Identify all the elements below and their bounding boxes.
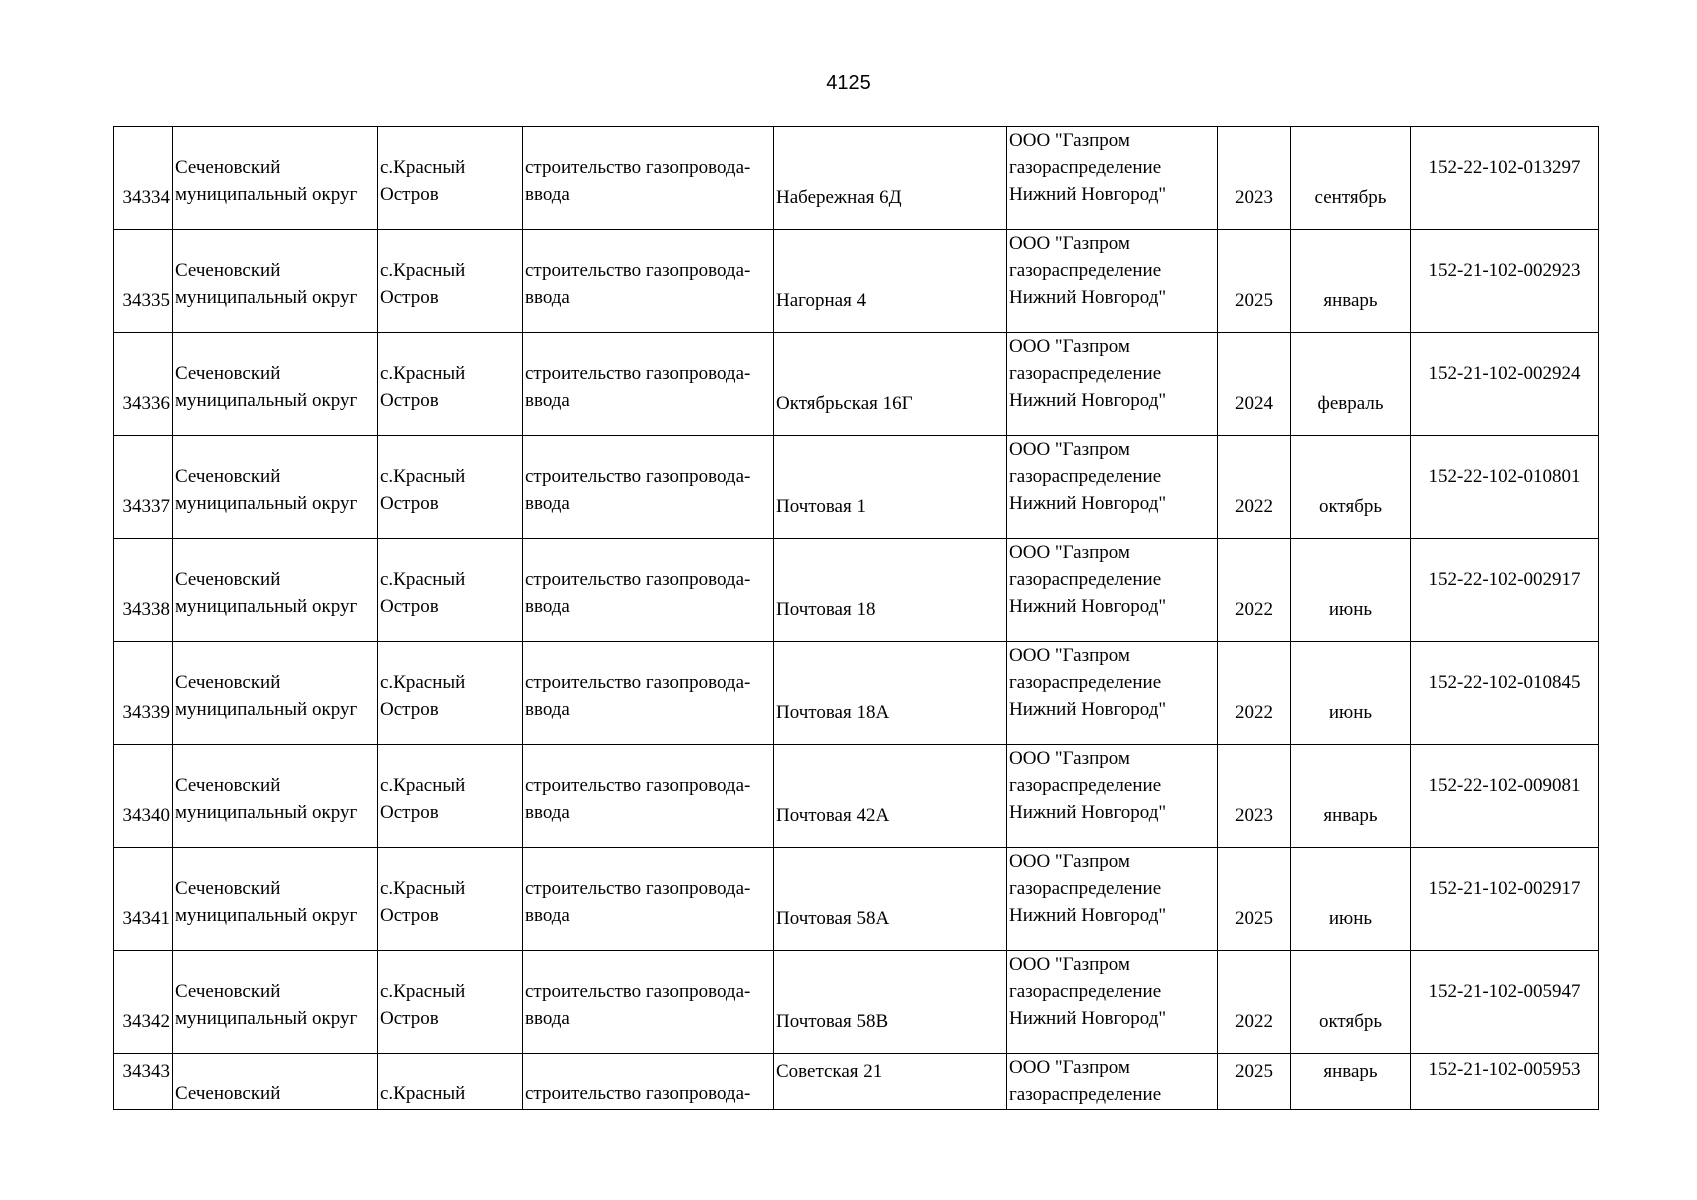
- code-cell: [1411, 1054, 1599, 1110]
- work-type-cell: [523, 1054, 774, 1110]
- month-cell-text: октябрь: [1318, 1011, 1383, 1032]
- address-cell: [774, 539, 1007, 642]
- work-type-cell: [523, 745, 774, 848]
- code-cell: [1411, 642, 1599, 745]
- district-cell-text: Сеченовский муниципальный округ: [175, 260, 358, 308]
- year-cell: [1218, 1054, 1291, 1110]
- code-cell: [1411, 127, 1599, 230]
- work-type-cell-text: строительство газопровода- ввода: [525, 157, 751, 205]
- organization-cell-text: ООО "Газпром газораспределение Нижний Новгород": [1009, 645, 1167, 720]
- organization-cell: [1007, 1054, 1218, 1110]
- address-cell-text: Советская 21: [776, 1061, 883, 1082]
- district-cell: [173, 539, 378, 642]
- row-number-cell-text: 34341: [122, 908, 170, 929]
- year-cell-text: 2025: [1235, 290, 1273, 311]
- month-cell-text: июнь: [1328, 702, 1373, 723]
- table-row: [114, 848, 1599, 951]
- district-cell: [173, 127, 378, 230]
- address-cell-text: Почтовая 58В: [776, 1011, 889, 1032]
- locality-cell: [378, 333, 523, 436]
- work-type-cell: [523, 127, 774, 230]
- district-cell: [173, 1054, 378, 1110]
- organization-cell-text: ООО "Газпром газораспределение Нижний Новгород": [1009, 439, 1167, 514]
- year-cell-text: 2023: [1235, 805, 1273, 826]
- row-number-cell-text: 34338: [122, 599, 170, 620]
- row-number-cell: [114, 436, 173, 539]
- month-cell-text: февраль: [1317, 393, 1384, 414]
- district-cell-text: Сеченовский муниципальный округ: [175, 363, 358, 411]
- year-cell: [1218, 127, 1291, 230]
- month-cell: [1291, 230, 1411, 333]
- address-cell: [774, 1054, 1007, 1110]
- locality-cell: [378, 951, 523, 1054]
- code-cell-text: 152-21-102-002917: [1428, 878, 1581, 899]
- district-cell: [173, 333, 378, 436]
- work-type-cell-text: строительство газопровода- ввода: [525, 260, 751, 308]
- locality-cell: [378, 745, 523, 848]
- locality-cell-text: с.Красный Остров: [380, 363, 466, 411]
- locality-cell: [378, 230, 523, 333]
- address-cell: [774, 642, 1007, 745]
- locality-cell: [378, 848, 523, 951]
- table-row: [114, 642, 1599, 745]
- district-cell-text: Сеченовский муниципальный округ: [175, 775, 358, 823]
- month-cell: [1291, 333, 1411, 436]
- organization-cell-text: ООО "Газпром газораспределение Нижний Новгород": [1009, 748, 1167, 823]
- month-cell: [1291, 848, 1411, 951]
- address-cell-text: Нагорная 4: [776, 290, 867, 311]
- work-type-cell-text: строительство газопровода- ввода: [525, 775, 751, 823]
- work-type-cell-text: строительство газопровода- ввода: [525, 672, 751, 720]
- month-cell: [1291, 951, 1411, 1054]
- row-number-cell: [114, 333, 173, 436]
- table-row: [114, 951, 1599, 1054]
- row-number-cell: [114, 127, 173, 230]
- work-type-cell-text: строительство газопровода- ввода: [525, 878, 751, 926]
- organization-cell-text: ООО "Газпром газораспределение Нижний Новгород": [1009, 130, 1167, 205]
- address-cell-text: Почтовая 18А: [776, 702, 890, 723]
- row-number-cell: [114, 1054, 173, 1110]
- year-cell-text: 2022: [1235, 702, 1273, 723]
- organization-cell-text: ООО "Газпром газораспределение: [1009, 1057, 1162, 1105]
- year-cell-text: 2022: [1235, 496, 1273, 517]
- code-cell: [1411, 539, 1599, 642]
- work-type-cell: [523, 848, 774, 951]
- organization-cell-text: ООО "Газпром газораспределение Нижний Новгород": [1009, 336, 1167, 411]
- district-cell-text: Сеченовский муниципальный округ: [175, 672, 358, 720]
- work-type-cell-text: строительство газопровода- ввода: [525, 363, 751, 411]
- year-cell: [1218, 848, 1291, 951]
- locality-cell-text: с.Красный Остров: [380, 260, 466, 308]
- month-cell: [1291, 642, 1411, 745]
- month-cell: [1291, 436, 1411, 539]
- locality-cell-text: с.Красный Остров: [380, 981, 466, 1029]
- month-cell: [1291, 745, 1411, 848]
- year-cell: [1218, 230, 1291, 333]
- organization-cell: [1007, 642, 1218, 745]
- month-cell: [1291, 1054, 1411, 1110]
- year-cell-text: 2025: [1235, 908, 1273, 929]
- work-type-cell: [523, 230, 774, 333]
- row-number-cell-text: 34334: [122, 187, 170, 208]
- code-cell: [1411, 951, 1599, 1054]
- address-cell: [774, 951, 1007, 1054]
- year-cell: [1218, 951, 1291, 1054]
- code-cell: [1411, 436, 1599, 539]
- table-row: [114, 1054, 1599, 1110]
- work-type-cell: [523, 333, 774, 436]
- table-row: [114, 539, 1599, 642]
- district-cell-text: Сеченовский муниципальный округ: [175, 157, 358, 205]
- locality-cell-text: с.Красный Остров: [380, 672, 466, 720]
- row-number-cell-text: 34336: [122, 393, 170, 414]
- locality-cell-text: с.Красный Остров: [380, 157, 466, 205]
- page-number: 4125: [826, 72, 871, 94]
- table-row: [114, 127, 1599, 230]
- year-cell-text: 2023: [1235, 187, 1273, 208]
- locality-cell-text: с.Красный Остров: [380, 569, 466, 617]
- work-type-cell-text: строительство газопровода- ввода: [525, 569, 751, 617]
- locality-cell-text: с.Красный Остров: [380, 775, 466, 823]
- organization-cell: [1007, 127, 1218, 230]
- month-cell-text: июнь: [1328, 908, 1373, 929]
- row-number-cell-text: 34339: [122, 702, 170, 723]
- row-number-cell-text: 34337: [122, 496, 170, 517]
- locality-cell: [378, 1054, 523, 1110]
- table-row: [114, 436, 1599, 539]
- organization-cell: [1007, 848, 1218, 951]
- row-number-cell-text: 34335: [122, 290, 170, 311]
- locality-cell-text: с.Красный Остров: [380, 878, 466, 926]
- address-cell: [774, 333, 1007, 436]
- table-row: [114, 745, 1599, 848]
- locality-cell: [378, 539, 523, 642]
- code-cell-text: 152-22-102-010845: [1428, 672, 1581, 693]
- locality-cell: [378, 436, 523, 539]
- row-number-cell: [114, 951, 173, 1054]
- address-cell-text: Почтовая 18: [776, 599, 876, 620]
- locality-cell: [378, 127, 523, 230]
- district-cell: [173, 642, 378, 745]
- row-number-cell: [114, 230, 173, 333]
- code-cell-text: 152-22-102-002917: [1428, 569, 1581, 590]
- address-cell-text: Октябрьская 16Г: [776, 393, 913, 414]
- district-cell-text: Сеченовский муниципальный округ: [175, 466, 358, 514]
- district-cell: [173, 745, 378, 848]
- locality-cell-text: с.Красный Остров: [380, 466, 466, 514]
- row-number-cell: [114, 848, 173, 951]
- month-cell-text: июнь: [1328, 599, 1373, 620]
- organization-cell: [1007, 333, 1218, 436]
- work-type-cell-text: строительство газопровода- ввода: [525, 981, 751, 1029]
- table-body: [114, 127, 1599, 1110]
- work-type-cell-text: строительство газопровода-: [525, 1083, 751, 1104]
- address-cell-text: Набережная 6Д: [776, 187, 902, 208]
- year-cell-text: 2025: [1235, 1061, 1273, 1082]
- row-number-cell-text: 34343: [122, 1061, 170, 1082]
- month-cell: [1291, 539, 1411, 642]
- organization-cell-text: ООО "Газпром газораспределение Нижний Новгород": [1009, 233, 1167, 308]
- work-type-cell: [523, 436, 774, 539]
- organization-cell-text: ООО "Газпром газораспределение Нижний Новгород": [1009, 954, 1167, 1029]
- year-cell-text: 2024: [1235, 393, 1273, 414]
- address-cell: [774, 230, 1007, 333]
- address-cell: [774, 127, 1007, 230]
- district-cell-text: Сеченовский муниципальный округ: [175, 569, 358, 617]
- district-cell-text: Сеченовский муниципальный округ: [175, 878, 358, 926]
- work-type-cell-text: строительство газопровода- ввода: [525, 466, 751, 514]
- locality-cell: [378, 642, 523, 745]
- address-cell: [774, 745, 1007, 848]
- code-cell-text: 152-22-102-013297: [1428, 157, 1581, 178]
- organization-cell-text: ООО "Газпром газораспределение Нижний Новгород": [1009, 851, 1167, 926]
- code-cell-text: 152-22-102-010801: [1428, 466, 1581, 487]
- code-cell-text: 152-21-102-002923: [1428, 260, 1581, 281]
- work-type-cell: [523, 642, 774, 745]
- year-cell: [1218, 436, 1291, 539]
- code-cell: [1411, 745, 1599, 848]
- address-cell: [774, 436, 1007, 539]
- address-cell: [774, 848, 1007, 951]
- address-cell-text: Почтовая 1: [776, 496, 866, 517]
- year-cell: [1218, 745, 1291, 848]
- row-number-cell: [114, 539, 173, 642]
- year-cell: [1218, 333, 1291, 436]
- row-number-cell-text: 34342: [122, 1011, 170, 1032]
- district-cell-text: Сеченовский: [175, 1083, 281, 1104]
- district-cell-text: Сеченовский муниципальный округ: [175, 981, 358, 1029]
- table-row: [114, 333, 1599, 436]
- work-type-cell: [523, 951, 774, 1054]
- code-cell-text: 152-22-102-009081: [1428, 775, 1581, 796]
- district-cell: [173, 951, 378, 1054]
- month-cell-text: октябрь: [1318, 496, 1383, 517]
- month-cell-text: январь: [1323, 805, 1378, 826]
- year-cell-text: 2022: [1235, 599, 1273, 620]
- address-cell-text: Почтовая 42А: [776, 805, 890, 826]
- code-cell-text: 152-21-102-002924: [1428, 363, 1581, 384]
- district-cell: [173, 230, 378, 333]
- month-cell-text: январь: [1323, 1061, 1378, 1082]
- code-cell: [1411, 333, 1599, 436]
- organization-cell: [1007, 951, 1218, 1054]
- district-cell: [173, 848, 378, 951]
- year-cell-text: 2022: [1235, 1011, 1273, 1032]
- month-cell-text: сентябрь: [1314, 187, 1387, 208]
- year-cell: [1218, 642, 1291, 745]
- work-type-cell: [523, 539, 774, 642]
- month-cell: [1291, 127, 1411, 230]
- row-number-cell: [114, 745, 173, 848]
- organization-cell: [1007, 745, 1218, 848]
- code-cell-text: 152-21-102-005953: [1428, 1059, 1581, 1080]
- month-cell-text: январь: [1323, 290, 1378, 311]
- organization-cell: [1007, 436, 1218, 539]
- code-cell: [1411, 848, 1599, 951]
- organization-cell-text: ООО "Газпром газораспределение Нижний Новгород": [1009, 542, 1167, 617]
- year-cell: [1218, 539, 1291, 642]
- district-cell: [173, 436, 378, 539]
- table-row: [114, 230, 1599, 333]
- organization-cell: [1007, 539, 1218, 642]
- locality-cell-text: с.Красный: [380, 1083, 466, 1104]
- organization-cell: [1007, 230, 1218, 333]
- row-number-cell-text: 34340: [122, 805, 170, 826]
- address-cell-text: Почтовая 58А: [776, 908, 890, 929]
- row-number-cell: [114, 642, 173, 745]
- code-cell-text: 152-21-102-005947: [1428, 981, 1581, 1002]
- code-cell: [1411, 230, 1599, 333]
- registry-table: [113, 126, 1599, 1110]
